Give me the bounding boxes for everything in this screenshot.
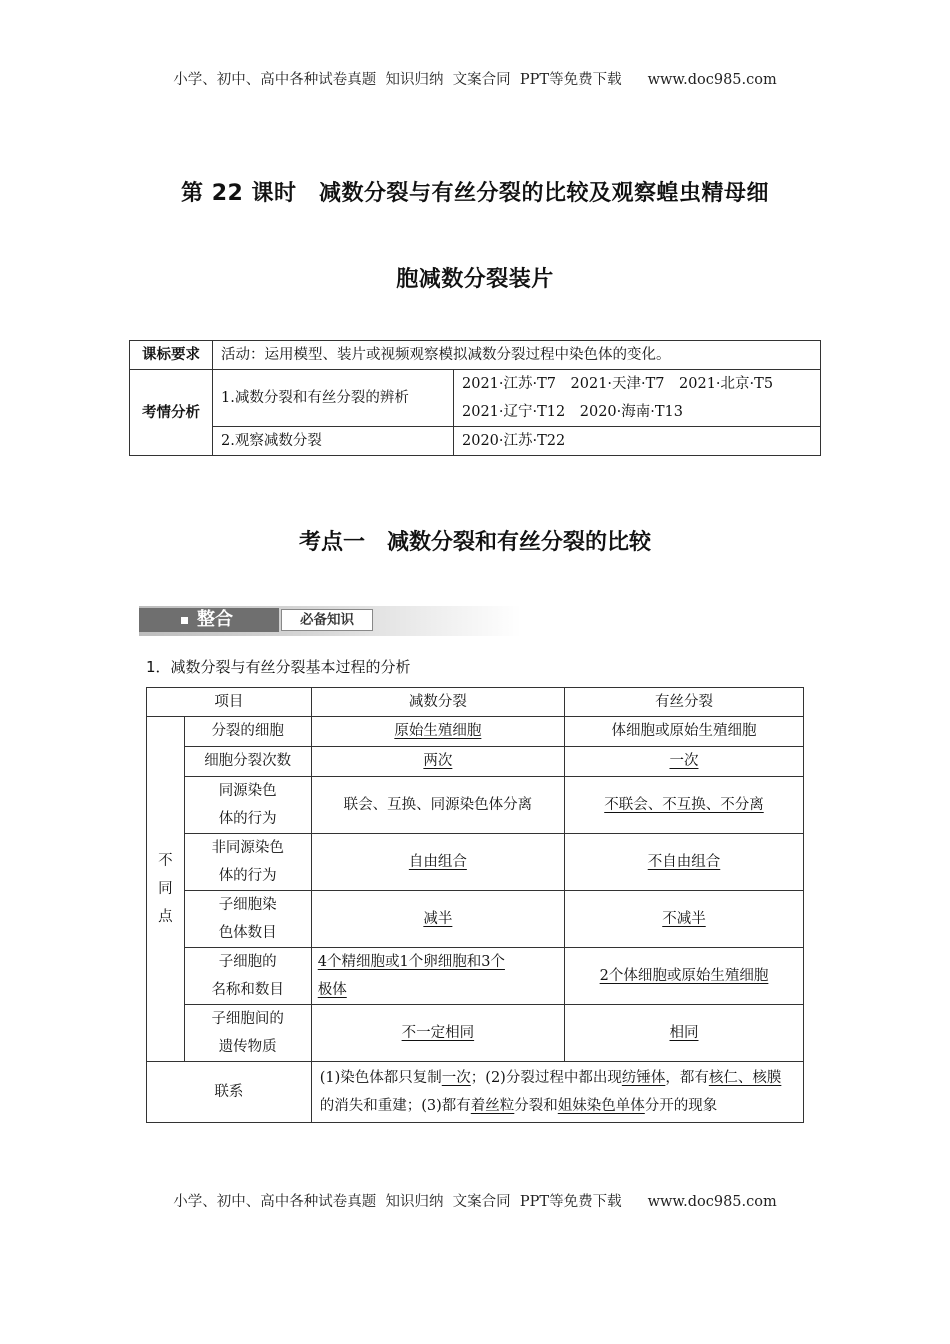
- row-item: 子细胞染 色体数目: [184, 891, 311, 948]
- analysis-refs-2: 2020·江苏·T22: [454, 427, 821, 456]
- row-meiosis: 两次: [311, 747, 564, 777]
- refs-line-2: 2021·辽宁·T12 2020·海南·T13: [462, 404, 683, 420]
- footer-text: 小学、初中、高中各种试卷真题 知识归纳 文案合同 PPT等免费下载: [173, 1194, 622, 1210]
- row-item: 非同源染色 体的行为: [184, 834, 311, 891]
- header-mitosis: 有丝分裂: [564, 688, 803, 717]
- header-meiosis: 减数分裂: [311, 688, 564, 717]
- lesson-title-line1: 第 22 课时 减数分裂与有丝分裂的比较及观察蝗虫精母细: [181, 181, 769, 206]
- integrate-banner: [139, 606, 521, 636]
- banner-main-label: 整合: [197, 609, 233, 630]
- row-item: 子细胞的 名称和数目: [184, 948, 311, 1005]
- page-header: [0, 68, 950, 89]
- row-meiosis: 减半: [311, 891, 564, 948]
- row-mitosis: 一次: [564, 747, 803, 777]
- analysis-label: 考情分析: [130, 370, 213, 456]
- row-mitosis: 2个体细胞或原始生殖细胞: [564, 948, 803, 1005]
- row-meiosis: 不一定相同: [311, 1005, 564, 1062]
- row-mitosis: 体细胞或原始生殖细胞: [564, 717, 803, 747]
- link-text: (1)染色体都只复制一次；(2)分裂过程中都出现纺锤体，都有核仁、核膜的消失和重建；(3)都有着丝粒分裂和姐妹染色单体分开的现象: [311, 1062, 803, 1123]
- banner-tag: 必备知识: [281, 609, 373, 631]
- group-label-differences: 不 同 点: [147, 717, 185, 1062]
- footer-url[interactable]: www.doc985.com: [647, 1194, 777, 1210]
- row-meiosis: 4个精细胞或1个卵细胞和3个 极体: [311, 948, 564, 1005]
- header-text: 小学、初中、高中各种试卷真题 知识归纳 文案合同 PPT等免费下载: [173, 72, 622, 88]
- link-label: 联系: [147, 1062, 312, 1123]
- row-item: 细胞分裂次数: [184, 747, 311, 777]
- row-item: 分裂的细胞: [184, 717, 311, 747]
- analysis-item-2: 2.观察减数分裂: [213, 427, 454, 456]
- row-mitosis: 不减半: [564, 891, 803, 948]
- row-item: 子细胞间的 遗传物质: [184, 1005, 311, 1062]
- requirements-table: [129, 340, 821, 456]
- square-bullet-icon: [181, 617, 188, 624]
- row-mitosis: 不联会、不互换、不分离: [564, 777, 803, 834]
- row-meiosis: 原始生殖细胞: [311, 717, 564, 747]
- header-item: 项目: [147, 688, 312, 717]
- analysis-item-1: 1.减数分裂和有丝分裂的辨析: [213, 370, 454, 427]
- analysis-refs-1: [454, 370, 821, 427]
- header-url[interactable]: www.doc985.com: [647, 72, 777, 88]
- page-footer: [0, 1190, 950, 1211]
- section-title: 考点一 减数分裂和有丝分裂的比较: [298, 530, 651, 555]
- comparison-table: [146, 687, 804, 1123]
- standard-text: 活动：运用模型、装片或视频观察模拟减数分裂过程中染色体的变化。: [213, 341, 821, 370]
- row-meiosis: 联会、互换、同源染色体分离: [311, 777, 564, 834]
- row-meiosis: 自由组合: [311, 834, 564, 891]
- row-mitosis: 不自由组合: [564, 834, 803, 891]
- lesson-title-line2: 胞减数分裂装片: [396, 267, 554, 292]
- subheading: 1．减数分裂与有丝分裂基本过程的分析: [146, 658, 411, 676]
- standard-label: 课标要求: [130, 341, 213, 370]
- row-mitosis: 相同: [564, 1005, 803, 1062]
- row-item: 同源染色 体的行为: [184, 777, 311, 834]
- refs-line-1: 2021·江苏·T7 2021·天津·T7 2021·北京·T5: [462, 376, 774, 392]
